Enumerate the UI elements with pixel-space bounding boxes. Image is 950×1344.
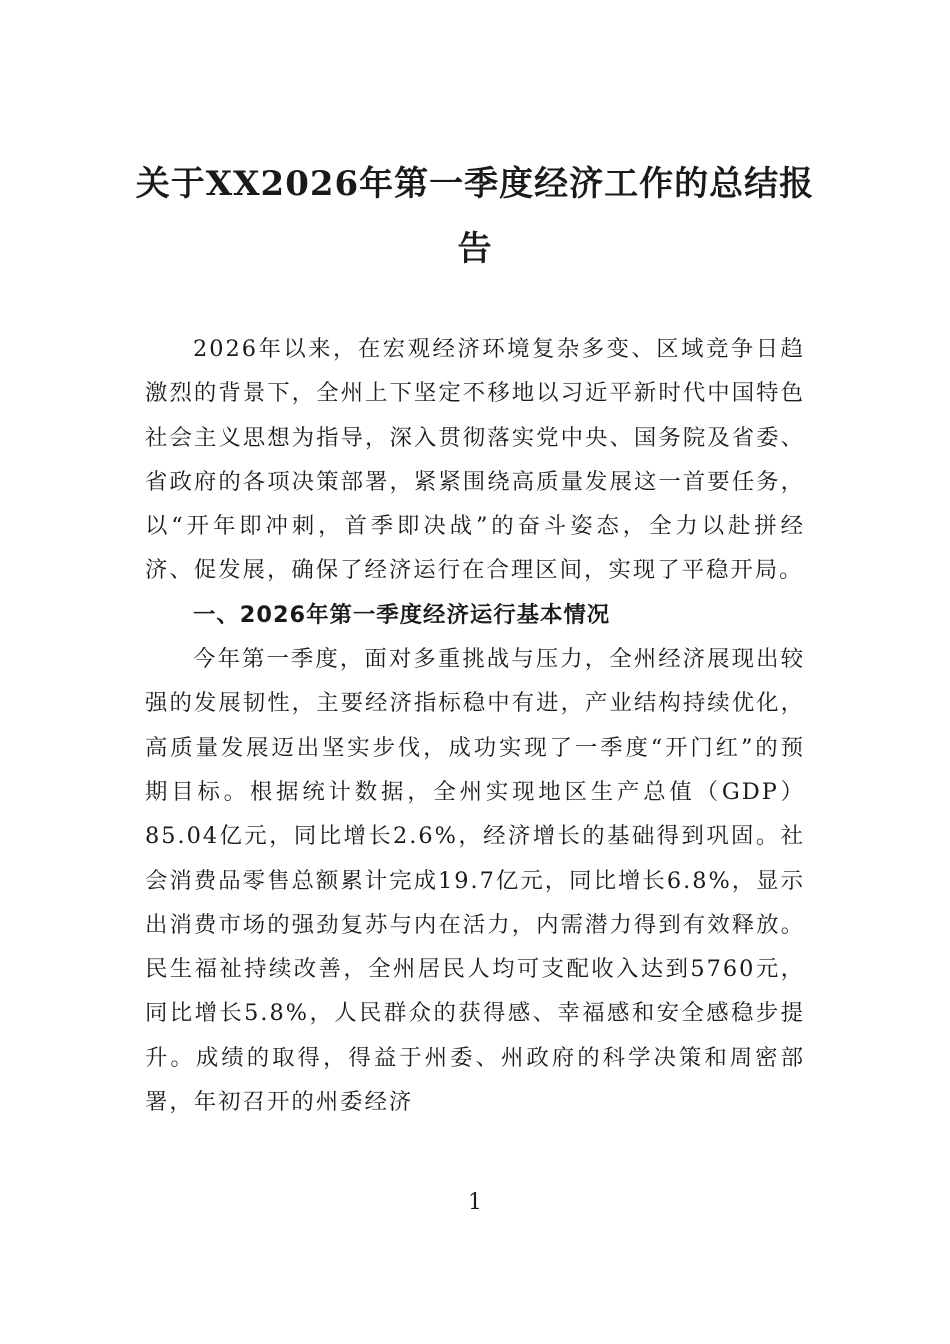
document-title-continued: 告 — [457, 229, 493, 269]
document-body — [145, 327, 805, 1124]
section-paragraph: 今年第一季度，面对多重挑战与压力，全州经济展现出较强的发展韧性，主要经济指标稳中有进，产业结构持续优化，高质量发展迈出坚实步伐，成功实现了一季度“开门红”的预期目标。根据统计数据，全州实现地区生产总值（GDP）85.04亿元，同比增长2.6%，经济增长的基础得到巩固。社会消费品零售总额累计完成19.7亿元，同比增长6.8%，显示出消费市场的强劲复苏与内在活力，内需潜力得到有效释放。民生福祉持续改善，全州居民人均可支配收入达到5760元，同比增长5.8%，人民群众的获得感、幸福感和安全感稳步提升。成绩的取得，得益于州委、州政府的科学决策和周密部署，年初召开的州委经济 — [145, 646, 805, 1116]
page-number: 1 — [468, 1190, 482, 1215]
document-title: 关于XX2026年第一季度经济工作的总结报 — [135, 164, 815, 204]
section-heading: 一、2026年第一季度经济运行基本情况 — [193, 601, 611, 628]
intro-paragraph: 2026年以来，在宏观经济环境复杂多变、区域竞争日趋激烈的背景下，全州上下坚定不移地以习近平新时代中国特色社会主义思想为指导，深入贯彻落实党中央、国务院及省委、省政府的各项决策部署，紧紧围绕高质量发展这一首要任务，以“开年即冲刺，首季即决战”的奋斗姿态，全力以赴拼经济、促发展，确保了经济运行在合理区间，实现了平稳开局。 — [145, 336, 805, 584]
